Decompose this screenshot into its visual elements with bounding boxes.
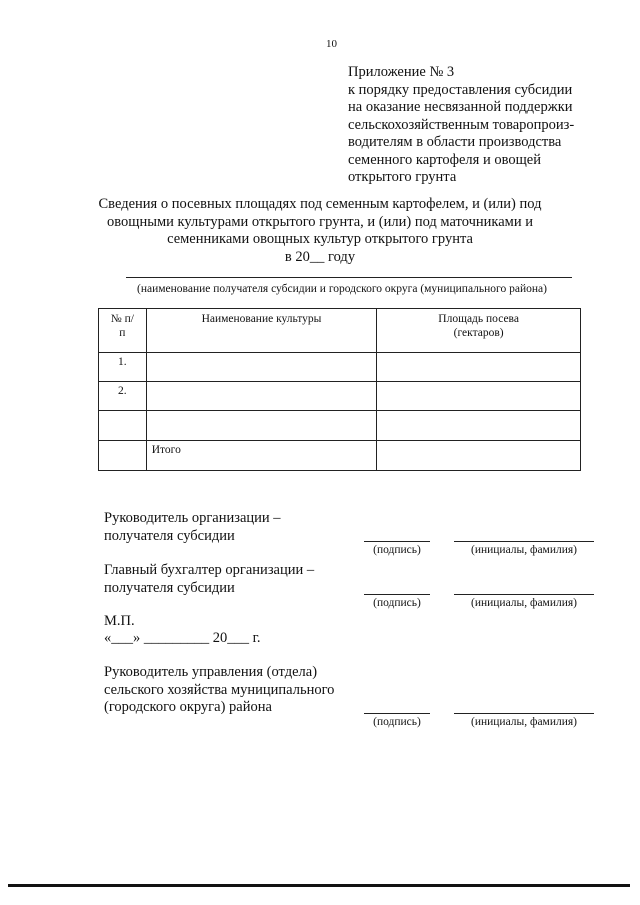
signatory-line: сельского хозяйства муниципального [104,681,335,698]
head-signature-line [364,541,430,542]
signatory-line: Главный бухгалтер организации – [104,562,315,578]
accountant-name-line [454,594,594,595]
recipient-caption: (наименование получателя субсидии и городского округа (муниципального района) [137,283,547,295]
date-line: «___» _________ 20___ г. [104,630,261,646]
row-number: 1. [99,353,147,382]
appendix-line: Приложение № 3 [348,64,455,80]
department-name-caption: (инициалы, фамилия) [470,716,578,728]
table-row [99,382,581,411]
crop-area-table [98,308,581,471]
page-bottom-border [8,884,630,887]
seal-placeholder: М.П. [104,613,135,629]
appendix-line: сельскохозяйственным товаропроиз- [348,116,575,133]
department-signatory-label [104,664,334,717]
appendix-line: водителям в области производства [348,134,562,150]
row-number [99,411,147,441]
total-number-cell [99,441,147,471]
page-number: 10 [326,38,337,50]
appendix-header [348,64,574,187]
appendix-line: открытого грунта [348,169,457,185]
header-area [377,309,581,353]
table-header-row [99,309,581,353]
signatory-line: Руководитель управления (отдела) [104,664,318,680]
appendix-line: на оказание несвязанной поддержки [348,99,573,115]
head-name-line [454,541,594,542]
table-total-row [99,441,581,471]
accountant-name-caption: (инициалы, фамилия) [470,597,578,609]
department-signature-line [364,713,430,714]
department-signature-caption: (подпись) [373,716,421,728]
table-row [99,411,581,441]
header-area-text: Площадь посева (гектаров) [438,313,519,339]
title-line: семенниками овощных культур открытого грунта [167,231,473,247]
appendix-line: к порядку предоставления субсидии [348,81,573,98]
head-signatory-label [104,510,281,545]
area-cell [377,382,581,411]
title-year-line: в 20__ году [284,248,356,265]
recipient-name-line [126,277,572,278]
department-name-line [454,713,594,714]
head-signature-caption: (подпись) [373,544,421,556]
title-line: Сведения о посевных площадях под семенным картофелем, и (или) под [98,196,542,212]
header-number [99,309,147,353]
accountant-signature-line [364,594,430,595]
signatory-line: Руководитель организации – [104,510,281,526]
appendix-line: семенного картофеля и овощей [348,151,541,168]
accountant-signature-caption: (подпись) [373,597,421,609]
title-line: овощными культурами открытого грунта, и (или) под маточниками и [107,213,533,230]
document-title [80,196,560,266]
signatory-line: получателя субсидии [104,579,235,596]
row-number: 2. [99,382,147,411]
area-cell [377,411,581,441]
signatory-line: получателя субсидии [104,527,235,544]
crop-name-cell [146,411,377,441]
accountant-signatory-label [104,562,314,597]
area-cell [377,353,581,382]
header-number-text: № п/п [110,313,134,339]
header-crop-name: Наименование культуры [146,309,377,353]
head-name-caption: (инициалы, фамилия) [470,544,578,556]
crop-name-cell [146,353,377,382]
crop-name-cell [146,382,377,411]
table-row [99,353,581,382]
total-label: Итого [146,441,377,471]
total-area-cell [377,441,581,471]
signatory-line: (городского округа) района [104,699,272,715]
